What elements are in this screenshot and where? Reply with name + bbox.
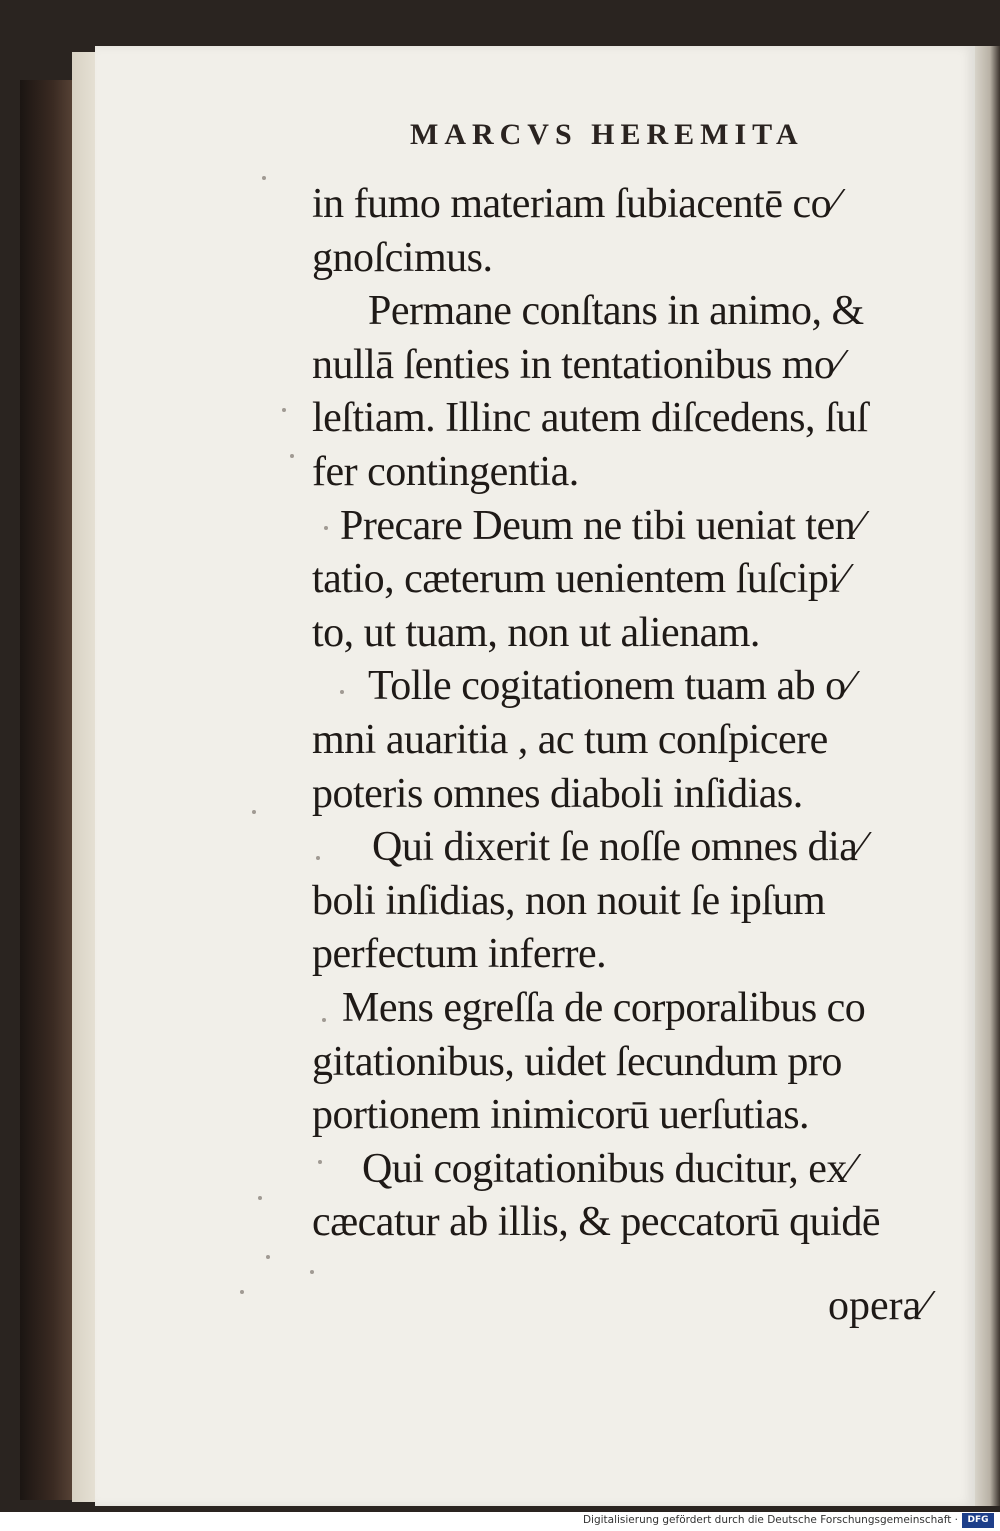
digitization-footer <box>0 1512 1000 1531</box>
text-line: tatio, cæterum uenientem ſuſcipi⁄ <box>312 556 847 603</box>
text-line: mni auaritia , ac tum conſpicere <box>312 716 828 763</box>
text-line: fer contingentia. <box>312 448 579 495</box>
body-text <box>312 178 964 1250</box>
text-line: Qui dixerit ſe noſſe omnes dia⁄ <box>372 824 864 871</box>
text-line: leſtiam. Illinc autem diſcedens, ſuſ <box>312 395 868 442</box>
text-line: Precare Deum ne tibi ueniat ten⁄ <box>340 502 862 549</box>
text-line: to, ut tuam, non ut alienam. <box>312 609 760 656</box>
page-edge-right <box>975 46 1000 1506</box>
text-line: poteris omnes diaboli inſidias. <box>312 770 803 817</box>
running-head: MARCVS HEREMITA <box>410 118 804 151</box>
text-line: boli inſidias, non nouit ſe ipſum <box>312 877 826 924</box>
catchword: opera⁄ <box>828 1283 929 1329</box>
text-line: nullā ſenties in tentationibus mo⁄ <box>312 341 841 388</box>
text-line: perfectum inferre. <box>312 931 607 978</box>
text-line: portionem inimicorū uerſutias. <box>312 1092 810 1139</box>
text-line: gnoſcimus. <box>312 234 493 281</box>
text-line: cæcatur ab illis, & peccatorū quidē <box>312 1199 880 1246</box>
text-line: Permane conſtans in animo, & <box>368 288 864 335</box>
text-line: Tolle cogitationem tuam ab o⁄ <box>368 663 853 710</box>
dfg-logo-icon: DFG <box>962 1513 994 1528</box>
text-line: Qui cogitationibus ducitur, ex⁄ <box>362 1145 854 1192</box>
text-line: gitationibus, uidet ſecundum pro <box>312 1038 842 1085</box>
book-spine-shadow <box>20 80 75 1500</box>
text-line: Mens egreſſa de corporalibus co <box>342 984 866 1031</box>
funding-credit: Digitalisierung gefördert durch die Deutsche Forschungsgemeinschaft · <box>582 1514 958 1526</box>
text-line: in fumo materiam ſubiacentē co⁄ <box>312 181 838 227</box>
